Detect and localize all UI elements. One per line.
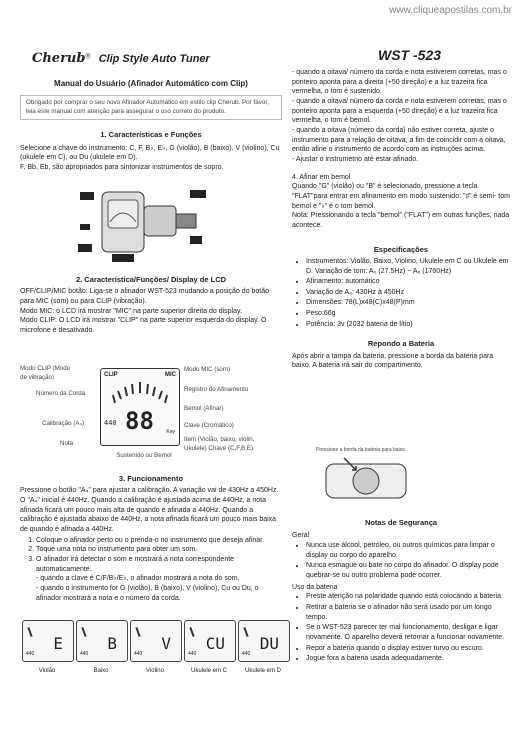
section-2-text-3: Modo CLIP: O LCD irá mostrar "CLIP" na parte superior esquerda do display. O microfone é desativado. [20, 317, 267, 334]
tuner-note: CU [205, 634, 225, 653]
specs-list [292, 257, 510, 330]
lcd-label-sharp-flat: Sustenido ou Bemol [116, 452, 172, 459]
lcd-label-note: Nota [60, 440, 74, 447]
lcd-label-string-number: Número da Corda [36, 390, 86, 397]
section-3-text-1: Pressione o botão "A₄" para ajustar a calibração. A variação vai de 430Hz a 450Hz. [20, 487, 279, 495]
needle-icon [27, 627, 32, 637]
tuner-note: E [53, 634, 63, 653]
battery-use-item: • Repor a bateria quando o display estiver turvo ou escuro. [306, 644, 510, 654]
continued-text-1: - quando a oitava/ número da corda e nota estiverem corretas, mas o ponteiro aponta para a direita (+50 direção) e a luz trazeira fica vermelha, o tom é sustenido. [292, 69, 507, 96]
manual-title: Manual do Usuário (Afinador Automático com Clip) [54, 79, 248, 88]
lcd-mic-indicator: MIC [165, 372, 176, 378]
section-1-text: Selecione a chave do instrumento: C, F, B♭, E♭, G (violão), B (baixo). V (violino), Cu (ukulele em C), ou Du (ukulele em D). [20, 144, 280, 162]
continued-text-4: - Ajustar o instrumetno até estar afinado. [292, 155, 419, 163]
lcd-label-tuning-register: Registro do Afinamento [184, 386, 249, 393]
product-title: Clip Style Auto Tuner [98, 53, 210, 65]
general-title: Geral [292, 532, 310, 540]
lcd-clip-indicator: CLIP [104, 372, 118, 378]
lcd-note-digits: 88 [125, 407, 154, 435]
watermark: www.cliqueapostilas.com.br [389, 5, 512, 16]
tuner-device-illustration [72, 184, 220, 268]
lcd-label-flat: Bemol (Afinar) [184, 405, 224, 412]
safety-title: Notas de Segurança [364, 518, 438, 527]
lcd-label-clip-mode: Modo CLIP (Modo de vibração) [20, 365, 71, 381]
brand-name: Cherub [32, 51, 86, 66]
tuner-display-ukulele-d [238, 620, 290, 662]
step-3-sub-1: - quando a clave é C/F/B♭/E♭, o afinador mostrará a nota do som. [36, 575, 240, 583]
section-4-title: 4. Afinar em bemol [292, 173, 351, 181]
tuner-freq: 440 [80, 651, 89, 658]
step-1: 1. Coloque o afinador perto ou o prenda-o no instrumento que deseja afinar. [36, 536, 282, 546]
battery-illustration [316, 454, 420, 508]
section-3-text-2: O "A₄" inicial é 440Hz. Quando a calibração é ajustada acima de 440Hz, a nota afinada ficará um pouco mais alta de quando é afinada a 440Hz. Quando a calibração é ajustada abaixo de 440Hz, a nota afinada ficará um pouco mais baixa de quando é afinada a 440Hz. [20, 497, 277, 533]
step-2: 2. Toque uma nota no instrumento para obter um som. [36, 545, 282, 555]
tuner-freq: 440 [134, 651, 143, 658]
tuner-freq: 440 [26, 651, 35, 658]
spec-item: • Afinamento: automático [306, 277, 510, 287]
section-1-note: F, Bb, Eb, são apropriados para sintonizar instrumentos de sopro. [20, 164, 224, 172]
battery-text: Após abrir a tampa da bateria, pressione a borda da bateria para baixo. A bateria irá sair do compartimento. [292, 352, 494, 370]
operation-steps [20, 536, 282, 604]
needle-icon [135, 627, 140, 637]
tuner-label-baixo: Baixo [93, 668, 109, 674]
section-3-title: 3. Funcionamento [118, 474, 184, 483]
battery-figure [316, 447, 420, 509]
tuner-display-violao [22, 620, 74, 662]
spec-item: • Variação de A₄: 430Hz à 450Hz [306, 288, 510, 298]
notice-box: Obrigado por comprar o seu novo Afinador Automático em estilo clip Cherub. Por favor, leia este manual com atenção para assegurar o uso correto do produto. [20, 95, 282, 120]
needle-icon [189, 627, 194, 637]
tuner-freq: 440 [242, 651, 251, 658]
step-3-sub-2: - quando o instrumento for G (violão), B (baixo), V (violino), Cu ou Du, o afinador mostrará a nota e o número da corda. [36, 584, 259, 602]
battery-use-item: • Jogue fora a bateria usada adequadamente. [306, 654, 510, 664]
step-3 [36, 555, 282, 603]
model-number: WST -523 [378, 47, 442, 63]
brand-reg: ® [85, 53, 91, 61]
section-2-title: 2. Característica/Funções/ Display de LCD [75, 275, 227, 284]
specs-title: Especificações [373, 244, 429, 254]
battery-title: Repondo a Bateria [367, 339, 435, 349]
tuner-label-violino: Violino [146, 668, 164, 674]
spec-item: • Instrumentos: Violão, Baixo, Violino, Ukulele em C ou Ukulele em D. Variação de tom: A₀ (27.5Hz) ~ A₆ (1760Hz) [306, 257, 510, 276]
tuner-label-violao: Violão [38, 668, 56, 674]
battery-use-item: • Retirar a bateria se o afinador não será usado por um longo tempo. [306, 603, 510, 622]
section-2-text-1: OFF/CLIP/MIC botão: Liga-se o afinador WST-523 mudando a posição do botão para MIC (som) ou para CLIP (vibração). [20, 288, 270, 305]
tuner-display-ukulele-c [184, 620, 236, 662]
battery-use-title: Uso da bateria [292, 583, 338, 591]
spec-item: • Potência: 3v (2032 bateria de lítio) [306, 320, 510, 330]
lcd-label-mic-mode: Modo MIC (som) [184, 366, 231, 373]
step-3-text: O afinador irá detectar o som e mostrará a nota correspondente automaticamente. [36, 555, 235, 573]
battery-use-item: • Se o WST-523 parecer ter mal funcionamento, desligar e ligar novamente. O aparelho deverá retornar a funcionar novamente. [306, 623, 510, 642]
device-figure [72, 184, 220, 268]
tuner-note: B [107, 634, 117, 653]
continued-text-2: - quando a oitava/ número da corda e nota estiverem corretas, mas o ponteiro aponta para a esquerda (+50 direção) e a luz trazeira fica vermelha, o tom é bemol. [292, 97, 507, 125]
continued-text-3: - quando a oitava (número da corda) não estiver correta, ajuste o instrumento para a relação de oitava, a fim de coincidir com a oitava, então afine o instrumento de acordo com as instruções acima. [292, 126, 506, 154]
tuner-note: V [161, 634, 171, 653]
tuner-note: DU [259, 634, 279, 653]
battery-use-list [292, 592, 510, 664]
tuner-display-violino [130, 620, 182, 662]
general-item: • Nunca esmague ou bate no corpo do afinador. O display pode quebrar-se ou outro problema pode ocorrer. [306, 561, 510, 580]
section-4-text-2: Nota: Pressionando a tecla "bemol" ("FLAT") em outras funções, nada acontece. [292, 212, 510, 229]
section-1-title: 1. Características e Funções [100, 130, 202, 140]
brand-logo [32, 50, 210, 68]
tuner-label-ukulele-d: Ukulele em D [244, 668, 281, 674]
lcd-tuning-meter [109, 379, 171, 405]
section-4-text-1: Quando "G" (violão) ou "B" é selecionado, pressione a tecla "FLAT"para entrar em afinamento em modo sustenido: "♯" é semi- tom bemol e "♭" é o tom bemol. [292, 183, 510, 210]
spec-item: • Dimensões: 78(L)x48(C)x48(P)mm [306, 298, 510, 308]
tuner-display-baixo [76, 620, 128, 662]
lcd-display [100, 368, 180, 446]
tuner-freq: 440 [188, 651, 197, 658]
battery-figure-caption: Pressione a borda da bateria para baixo. [316, 447, 407, 453]
lcd-label-item-key: Item (Violão, baixo, violin, Ukulele) Chave (C,F,B,E) [184, 436, 255, 452]
spec-item: • Peso:66g [306, 309, 510, 319]
needle-icon [243, 627, 248, 637]
battery-use-item: • Preste atenção na polaridade quando está colocando a bateria. [306, 592, 510, 602]
tuner-label-ukulele-c: Ukulele em C [190, 668, 227, 674]
general-item: • Nunca use álcool, petróleo, ou outros químicos para limpar o display ou corpo do aparelho. [306, 541, 510, 560]
lcd-frequency: 440 [104, 419, 117, 427]
lcd-label-calibration: Calibração (A₄) [42, 420, 85, 427]
general-list [292, 541, 510, 581]
lcd-key-indicator: Key [166, 429, 175, 435]
lcd-label-clef: Clave (Cromático) [184, 422, 234, 429]
section-2-text-2: Modo MIC: o LCD irá mostrar "MIC" na parte superior direita do display. [20, 307, 242, 315]
needle-icon [81, 627, 86, 637]
